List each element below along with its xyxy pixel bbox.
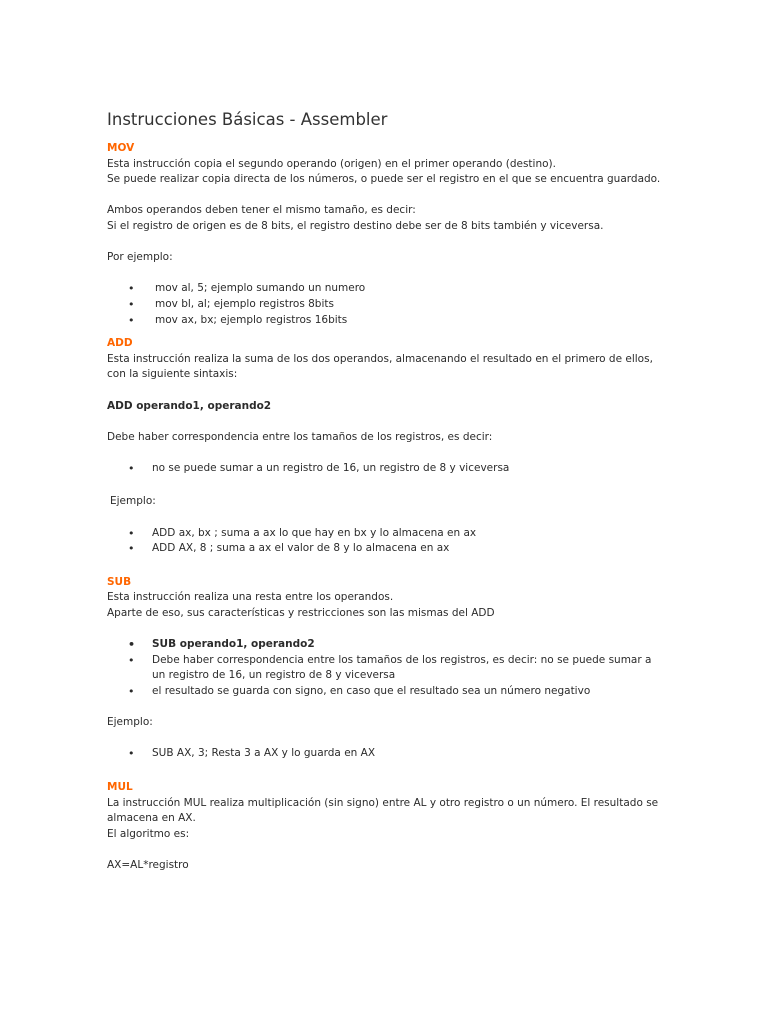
mov-line-2: Se puede realizar copia directa de los números, o puede ser el registro en el que se encuentra guardado. xyxy=(107,173,661,186)
mov-example-label: Por ejemplo: xyxy=(107,251,173,264)
mul-algorithm-label: El algoritmo es: xyxy=(107,827,190,840)
list-item: • el resultado se guarda con signo, en caso que el resultado sea un número negativo xyxy=(107,684,663,700)
add-rule-list xyxy=(107,461,663,477)
sub-line-2: Aparte de eso, sus características y restricciones son las mismas del ADD xyxy=(107,607,495,620)
mov-example-list xyxy=(107,281,663,328)
mov-line-3: Ambos operandos deben tener el mismo tamaño, es decir: xyxy=(107,204,416,217)
section-heading-sub: SUB xyxy=(107,575,132,588)
add-syntax: ADD operando1, operando2 xyxy=(107,399,272,412)
list-item: • mov bl, al; ejemplo registros 8bits xyxy=(107,297,663,313)
list-item: • ADD ax, bx ; suma a ax lo que hay en bx y lo almacena en ax xyxy=(107,526,663,542)
sub-example-label: Ejemplo: xyxy=(107,716,153,729)
list-item: • mov ax, bx; ejemplo registros 16bits xyxy=(107,313,663,329)
section-heading-mov: MOV xyxy=(107,142,135,154)
add-correspondence: Debe haber correspondencia entre los tamaños de los registros, es decir: xyxy=(107,430,493,443)
list-item: • Debe haber correspondencia entre los tamaños de los registros, es decir: no se puede sumar a un registro de 16, un registro de 8 y viceversa xyxy=(107,653,663,684)
mul-formula: AX=AL*registro xyxy=(107,858,189,871)
mul-description: La instrucción MUL realiza multiplicación (sin signo) entre AL y otro registro o un número. El resultado se almacena en AX. xyxy=(107,796,659,825)
list-item: • SUB operando1, operando2 xyxy=(107,637,663,653)
list-item: • SUB AX, 3; Resta 3 a AX y lo guarda en AX xyxy=(107,746,663,762)
sub-rule-list xyxy=(107,637,663,699)
list-item: • mov al, 5; ejemplo sumando un numero xyxy=(107,281,663,297)
document-body xyxy=(107,109,663,874)
add-description: Esta instrucción realiza la suma de los dos operandos, almacenando el resultado en el primero de ellos, con la siguiente sintaxis: xyxy=(107,352,653,381)
list-item: • ADD AX, 8 ; suma a ax el valor de 8 y lo almacena en ax xyxy=(107,541,663,557)
list-item: • no se puede sumar a un registro de 16, un registro de 8 y viceversa xyxy=(107,461,663,477)
section-heading-mul: MUL xyxy=(107,780,133,793)
add-example-label: Ejemplo: xyxy=(110,495,156,508)
sub-line-1: Esta instrucción realiza una resta entre los operandos. xyxy=(107,591,394,604)
page-title: Instrucciones Básicas - Assembler xyxy=(107,110,388,129)
mov-line-1: Esta instrucción copia el segundo operando (origen) en el primer operando (destino). xyxy=(107,157,556,170)
section-heading-add: ADD xyxy=(107,337,133,350)
sub-example-list xyxy=(107,746,663,762)
mov-line-4: Si el registro de origen es de 8 bits, el registro destino debe ser de 8 bits también y viceversa. xyxy=(107,219,604,232)
add-example-list xyxy=(107,526,663,557)
